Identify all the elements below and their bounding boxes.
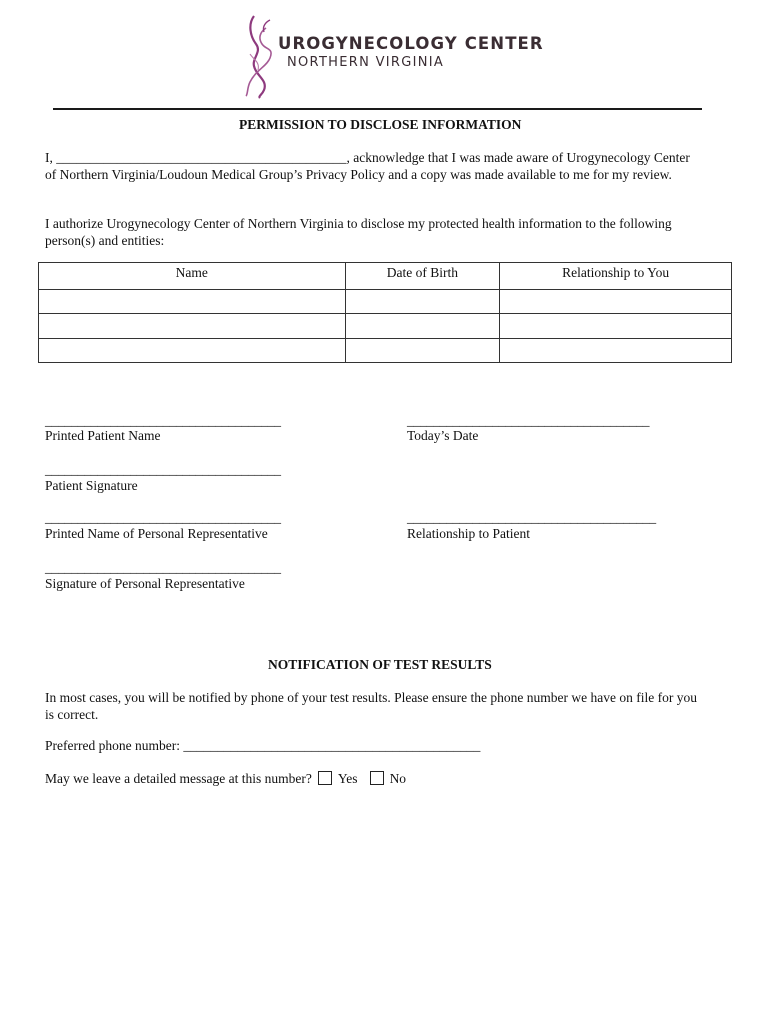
date-of-birth-cell[interactable] [345, 289, 500, 314]
column-header-date-of-birth: Date of Birth [345, 263, 500, 290]
logo-title: UROGYNECOLOGY CENTER [278, 34, 544, 53]
table-row [39, 338, 732, 363]
notification-line-1: In most cases, you will be notified by phone of your test results. Please ensure the phone number we have on file for you [45, 690, 697, 705]
disclosure-table [38, 262, 732, 363]
authorization-line-2: person(s) and entities: [45, 232, 165, 248]
todays-date-label: Today’s Date [407, 428, 479, 443]
logo-subtitle: NORTHERN VIRGINIA [287, 55, 445, 70]
acknowledgement-line-1: I, ___________________________________________, acknowledge that I was made aware of Urogynecology Center [45, 150, 690, 165]
header-divider [53, 108, 702, 110]
date-of-birth-cell[interactable] [345, 338, 500, 363]
rep-signature-line[interactable]: ____________________________________ [45, 560, 281, 575]
logo [240, 14, 544, 100]
name-cell[interactable] [39, 338, 346, 363]
patient-signature-label: Patient Signature [45, 478, 138, 493]
column-header-name: Name [39, 263, 346, 290]
printed-patient-name-line[interactable]: ____________________________________ [45, 413, 281, 428]
no-checkbox[interactable] [370, 771, 384, 785]
name-cell[interactable] [39, 314, 346, 339]
acknowledgement-line-2: of Northern Virginia/Loudoun Medical Group’s Privacy Policy and a copy was made available to me for my review. [45, 166, 672, 182]
printed-rep-name-line[interactable]: ____________________________________ [45, 510, 281, 525]
detailed-message-question: May we leave a detailed message at this number? [45, 771, 312, 786]
table-row [39, 314, 732, 339]
notification-line-2: is correct. [45, 706, 99, 722]
name-cell[interactable] [39, 289, 346, 314]
relationship-cell[interactable] [500, 314, 732, 339]
relationship-cell[interactable] [500, 338, 732, 363]
date-of-birth-cell[interactable] [345, 314, 500, 339]
relationship-to-patient-label: Relationship to Patient [407, 526, 530, 541]
detailed-message-row [45, 771, 406, 787]
authorization-line-1: I authorize Urogynecology Center of Northern Virginia to disclose my protected health information to the following [45, 216, 672, 231]
acknowledgement-paragraph [45, 150, 735, 183]
relationship-to-patient-line[interactable]: ______________________________________ [407, 510, 656, 525]
preferred-phone-field[interactable]: Preferred phone number: ____________________________________________ [45, 738, 481, 753]
todays-date-line[interactable]: _____________________________________ [407, 413, 650, 428]
relationship-cell[interactable] [500, 289, 732, 314]
yes-checkbox[interactable] [318, 771, 332, 785]
column-header-relationship: Relationship to You [500, 263, 732, 290]
table-row [39, 289, 732, 314]
authorization-paragraph [45, 216, 735, 249]
printed-patient-name-label: Printed Patient Name [45, 428, 161, 443]
rep-signature-label: Signature of Personal Representative [45, 576, 245, 591]
patient-signature-line[interactable]: ____________________________________ [45, 462, 281, 477]
yes-label: Yes [337, 771, 358, 786]
notification-heading: NOTIFICATION OF TEST RESULTS [268, 657, 492, 672]
permission-heading: PERMISSION TO DISCLOSE INFORMATION [239, 117, 522, 132]
notification-paragraph [45, 690, 735, 723]
table-header-row [39, 263, 732, 290]
printed-rep-name-label: Printed Name of Personal Representative [45, 526, 268, 541]
no-label: No [389, 771, 407, 786]
